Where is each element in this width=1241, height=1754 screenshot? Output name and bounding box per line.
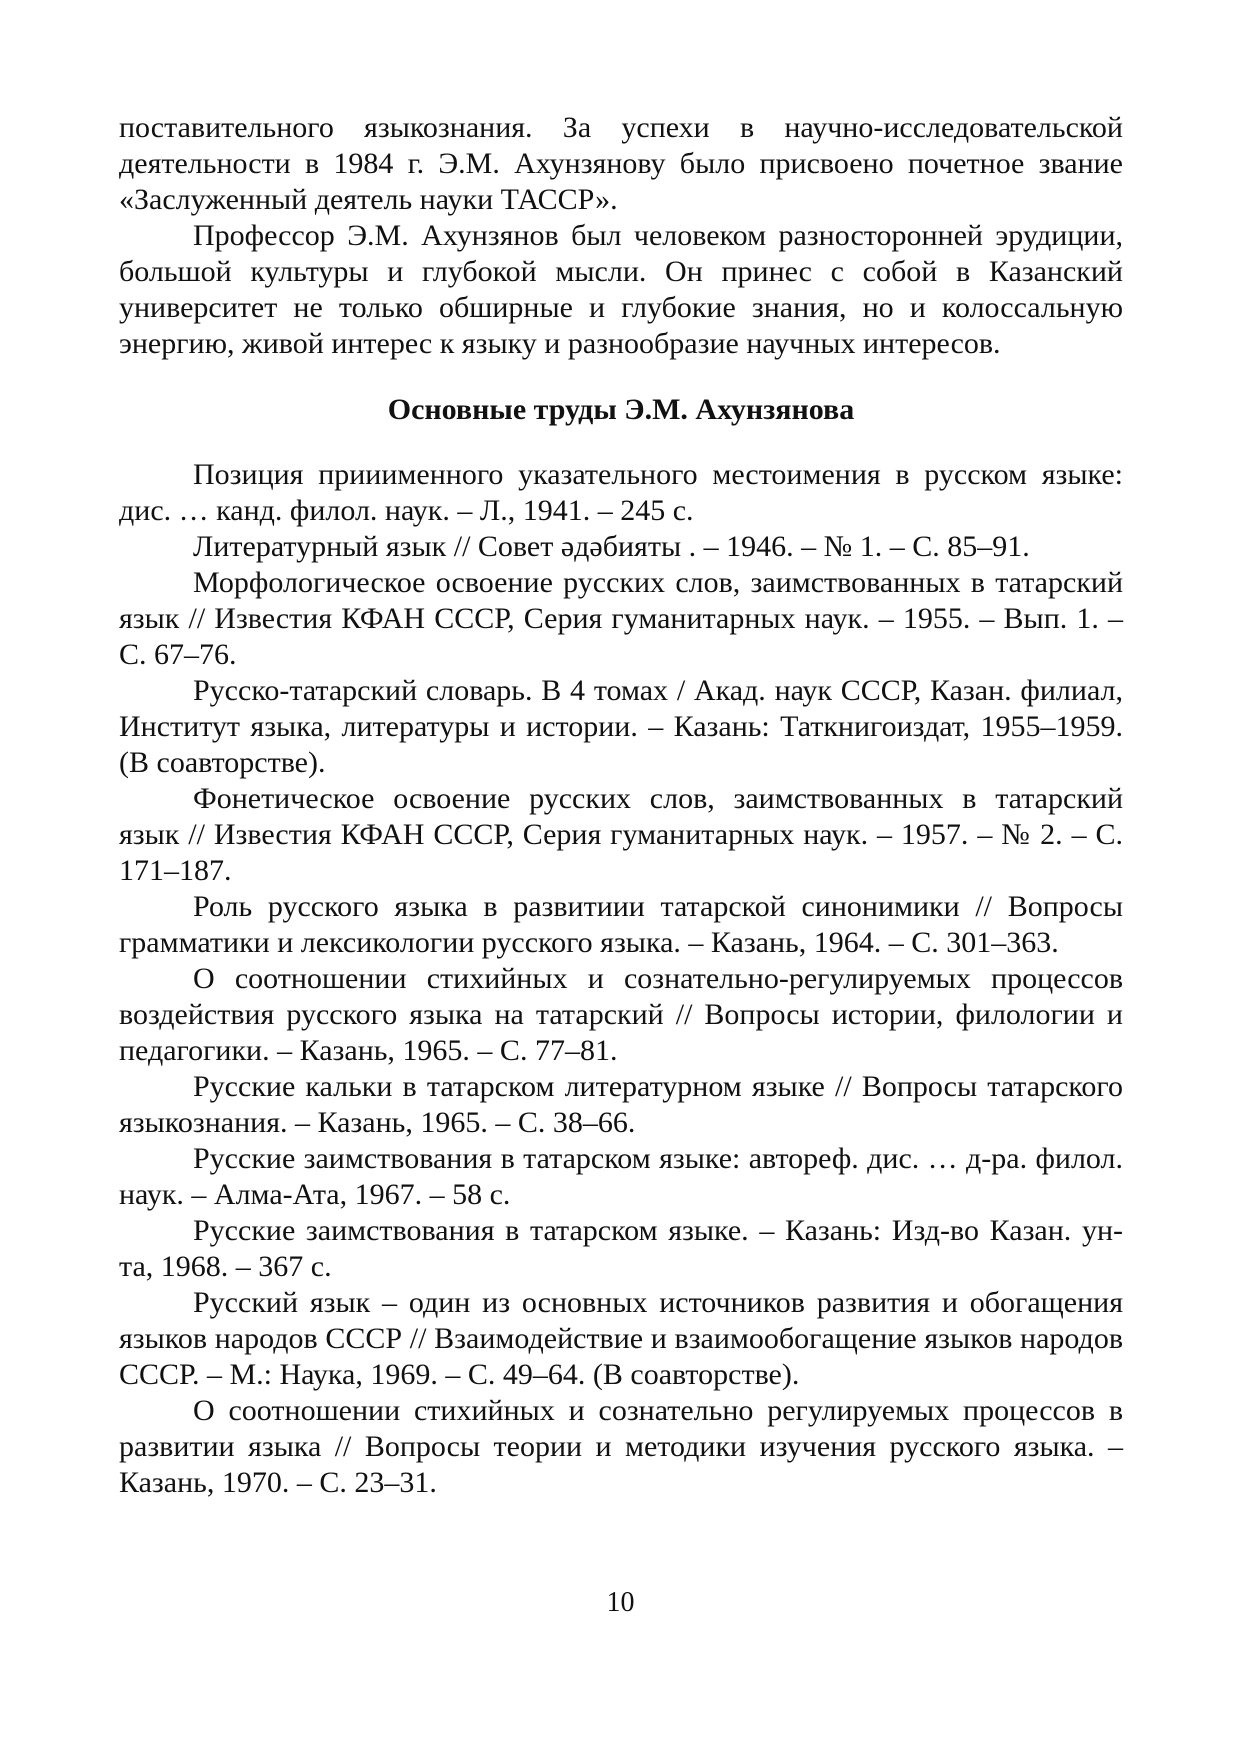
bibliography-item: Литературный язык // Совет әдәбияты . – 1946. – № 1. – С. 85–91.: [193, 530, 1030, 563]
intro-paragraph-2: Профессор Э.М. Ахунзянов был человеком разносторонней эрудиции, большой культуры и глубокой мысли. Он принес с собой в Казанский университет не только обширные и глубокие знания, но и колоссальную энергию, живой интерес к языку и разнообразие научных интересов.: [119, 219, 1123, 360]
bibliography-item: О соотношении стихийных и сознательно-регулируемых процессов воздействия русского языка на татарский // Вопросы истории, филологии и педагогики. – Казань, 1965. – С. 77–81.: [119, 962, 1123, 1067]
bibliography-item: Роль русского языка в развитиии татарской синонимики // Вопросы грамматики и лексикологии русского языка. – Казань, 1964. – С. 301–363.: [119, 890, 1123, 959]
page-number: 10: [606, 1587, 635, 1618]
bibliography-item: Русский язык – один из основных источников развития и обогащения языков народов СССР // Взаимодействие и взаимообогащение языков народов СССР. – М.: Наука, 1969. – С. 49–64. (В соавторстве).: [119, 1286, 1123, 1391]
bibliography-item: Русско-татарский словарь. В 4 томах / Акад. наук СССР, Казан. филиал, Институт языка, литературы и истории. – Казань: Таткнигоиздат, 1955–1959. (В соавторстве).: [119, 674, 1123, 779]
bibliography-item: Морфологическое освоение русских слов, заимствованных в татарский язык // Известия КФАН СССР, Серия гуманитарных наук. – 1955. – Вып. 1. – С. 67–76.: [119, 566, 1123, 671]
page-content: [119, 110, 1123, 1501]
bibliography-list: [119, 457, 1123, 1501]
bibliography-item: Позиция прииименного указательного местоимения в русском языке: дис. … канд. филол. наук. – Л., 1941. – 245 с.: [119, 458, 1123, 527]
bibliography-item: Фонетическое освоение русских слов, заимствованных в татарский язык // Известия КФАН СССР, Серия гуманитарных наук. – 1957. – № 2. – С. 171–187.: [119, 782, 1123, 887]
bibliography-item: Русские заимствования в татарском языке. – Казань: Изд-во Казан. ун-та, 1968. – 367 с.: [119, 1214, 1123, 1283]
bibliography-item: Русские заимствования в татарском языке: автореф. дис. … д-ра. филол. наук. – Алма-Ата, 1967. – 58 с.: [119, 1142, 1123, 1211]
bibliography-item: Русские кальки в татарском литературном языке // Вопросы татарского языкознания. – Казань, 1965. – С. 38–66.: [119, 1070, 1123, 1139]
bibliography-item: О соотношении стихийных и сознательно регулируемых процессов в развитии языка // Вопросы теории и методики изучения русского языка. – Казань, 1970. – С. 23–31.: [119, 1394, 1123, 1499]
intro-paragraph-1: поставительного языкознания. За успехи в научно-исследовательской деятельности в 1984 г. Э.М. Ахунзянову было присвоено почетное звание «Заслуженный деятель науки ТАССР».: [119, 111, 1123, 216]
section-heading: Основные труды Э.М. Ахунзянова: [387, 393, 855, 426]
